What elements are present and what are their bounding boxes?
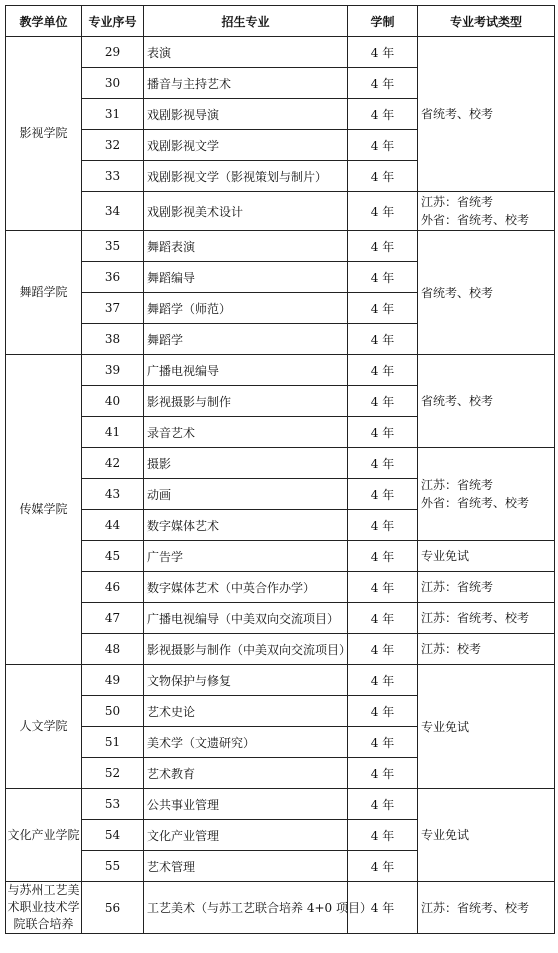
years: 4 年 <box>348 789 418 820</box>
years: 4 年 <box>348 479 418 510</box>
major-no: 46 <box>82 572 144 603</box>
years: 4 年 <box>348 231 418 262</box>
major-no: 41 <box>82 417 144 448</box>
major-no: 54 <box>82 820 144 851</box>
exam-type: 江苏：省统考 <box>418 572 555 603</box>
years: 4 年 <box>348 665 418 696</box>
major-no: 33 <box>82 161 144 192</box>
exam-type: 省统考、校考 <box>418 355 555 448</box>
major-no: 32 <box>82 130 144 161</box>
major-no: 48 <box>82 634 144 665</box>
table-row <box>6 603 555 634</box>
major-no: 34 <box>82 192 144 231</box>
major-name: 戏剧影视文学 <box>144 130 348 161</box>
exam-type: 江苏：省统考 外省：省统考、校考 <box>418 192 555 231</box>
exam-type: 省统考、校考 <box>418 231 555 355</box>
years: 4 年 <box>348 634 418 665</box>
years: 4 年 <box>348 727 418 758</box>
years: 4 年 <box>348 510 418 541</box>
exam-type: 专业免试 <box>418 789 555 882</box>
header-unit: 教学单位 <box>6 6 82 37</box>
unit-name: 文化产业学院 <box>6 789 82 882</box>
years: 4 年 <box>348 448 418 479</box>
major-name: 表演 <box>144 37 348 68</box>
major-name: 动画 <box>144 479 348 510</box>
major-name: 影视摄影与制作 <box>144 386 348 417</box>
major-no: 36 <box>82 262 144 293</box>
major-name: 摄影 <box>144 448 348 479</box>
major-name: 艺术教育 <box>144 758 348 789</box>
major-no: 47 <box>82 603 144 634</box>
table-row <box>6 572 555 603</box>
major-no: 43 <box>82 479 144 510</box>
years: 4 年 <box>348 386 418 417</box>
admissions-table-container <box>5 5 554 934</box>
table-row <box>6 192 555 231</box>
years: 4 年 <box>348 851 418 882</box>
years: 4 年 <box>348 99 418 130</box>
major-name: 舞蹈编导 <box>144 262 348 293</box>
admissions-table <box>5 5 555 934</box>
years: 4 年 <box>348 355 418 386</box>
years: 4 年 <box>348 161 418 192</box>
table-row <box>6 541 555 572</box>
major-no: 45 <box>82 541 144 572</box>
table-row <box>6 789 555 820</box>
exam-type: 省统考、校考 <box>418 37 555 192</box>
years: 4 年 <box>348 603 418 634</box>
major-name: 录音艺术 <box>144 417 348 448</box>
major-no: 37 <box>82 293 144 324</box>
major-name: 工艺美术（与苏工艺联合培养 4+0 项目） <box>144 882 348 934</box>
unit-name: 传媒学院 <box>6 355 82 665</box>
major-no: 53 <box>82 789 144 820</box>
major-no: 49 <box>82 665 144 696</box>
years: 4 年 <box>348 758 418 789</box>
major-name: 数字媒体艺术 <box>144 510 348 541</box>
major-name: 数字媒体艺术（中英合作办学） <box>144 572 348 603</box>
major-no: 52 <box>82 758 144 789</box>
major-name: 公共事业管理 <box>144 789 348 820</box>
table-row <box>6 355 555 386</box>
major-name: 戏剧影视导演 <box>144 99 348 130</box>
major-name: 影视摄影与制作（中美双向交流项目） <box>144 634 348 665</box>
major-no: 50 <box>82 696 144 727</box>
major-no: 38 <box>82 324 144 355</box>
years: 4 年 <box>348 541 418 572</box>
major-no: 39 <box>82 355 144 386</box>
major-no: 31 <box>82 99 144 130</box>
years: 4 年 <box>348 37 418 68</box>
header-exam-type: 专业考试类型 <box>418 6 555 37</box>
header-row <box>6 6 555 37</box>
major-no: 56 <box>82 882 144 934</box>
header-major: 招生专业 <box>144 6 348 37</box>
unit-name: 人文学院 <box>6 665 82 789</box>
table-row <box>6 634 555 665</box>
unit-name: 舞蹈学院 <box>6 231 82 355</box>
major-no: 42 <box>82 448 144 479</box>
major-name: 艺术史论 <box>144 696 348 727</box>
header-years: 学制 <box>348 6 418 37</box>
table-row <box>6 231 555 262</box>
years: 4 年 <box>348 293 418 324</box>
years: 4 年 <box>348 820 418 851</box>
major-no: 40 <box>82 386 144 417</box>
table-row <box>6 37 555 68</box>
header-major-no: 专业序号 <box>82 6 144 37</box>
exam-type: 江苏：省统考、校考 <box>418 603 555 634</box>
exam-type: 江苏：校考 <box>418 634 555 665</box>
major-no: 29 <box>82 37 144 68</box>
unit-name: 与苏州工艺美术职业技术学院联合培养 <box>6 882 82 934</box>
major-no: 30 <box>82 68 144 99</box>
major-name: 广告学 <box>144 541 348 572</box>
major-no: 55 <box>82 851 144 882</box>
major-name: 文物保护与修复 <box>144 665 348 696</box>
years: 4 年 <box>348 572 418 603</box>
major-name: 文化产业管理 <box>144 820 348 851</box>
major-name: 广播电视编导（中美双向交流项目） <box>144 603 348 634</box>
years: 4 年 <box>348 262 418 293</box>
years: 4 年 <box>348 192 418 231</box>
exam-type: 专业免试 <box>418 541 555 572</box>
exam-type: 专业免试 <box>418 665 555 789</box>
years: 4 年 <box>348 417 418 448</box>
years: 4 年 <box>348 130 418 161</box>
exam-type: 江苏：省统考 外省：省统考、校考 <box>418 448 555 541</box>
major-no: 44 <box>82 510 144 541</box>
major-no: 35 <box>82 231 144 262</box>
years: 4 年 <box>348 696 418 727</box>
major-name: 戏剧影视美术设计 <box>144 192 348 231</box>
years: 4 年 <box>348 68 418 99</box>
major-name: 艺术管理 <box>144 851 348 882</box>
major-no: 51 <box>82 727 144 758</box>
years: 4 年 <box>348 324 418 355</box>
years: 4 年 <box>348 882 418 934</box>
major-name: 美术学（文遗研究） <box>144 727 348 758</box>
exam-type: 江苏：省统考、校考 <box>418 882 555 934</box>
major-name: 舞蹈表演 <box>144 231 348 262</box>
table-row <box>6 882 555 934</box>
unit-name: 影视学院 <box>6 37 82 231</box>
major-name: 播音与主持艺术 <box>144 68 348 99</box>
major-name: 戏剧影视文学（影视策划与制片） <box>144 161 348 192</box>
major-name: 广播电视编导 <box>144 355 348 386</box>
major-name: 舞蹈学 <box>144 324 348 355</box>
table-row <box>6 448 555 479</box>
major-name: 舞蹈学（师范） <box>144 293 348 324</box>
table-row <box>6 665 555 696</box>
